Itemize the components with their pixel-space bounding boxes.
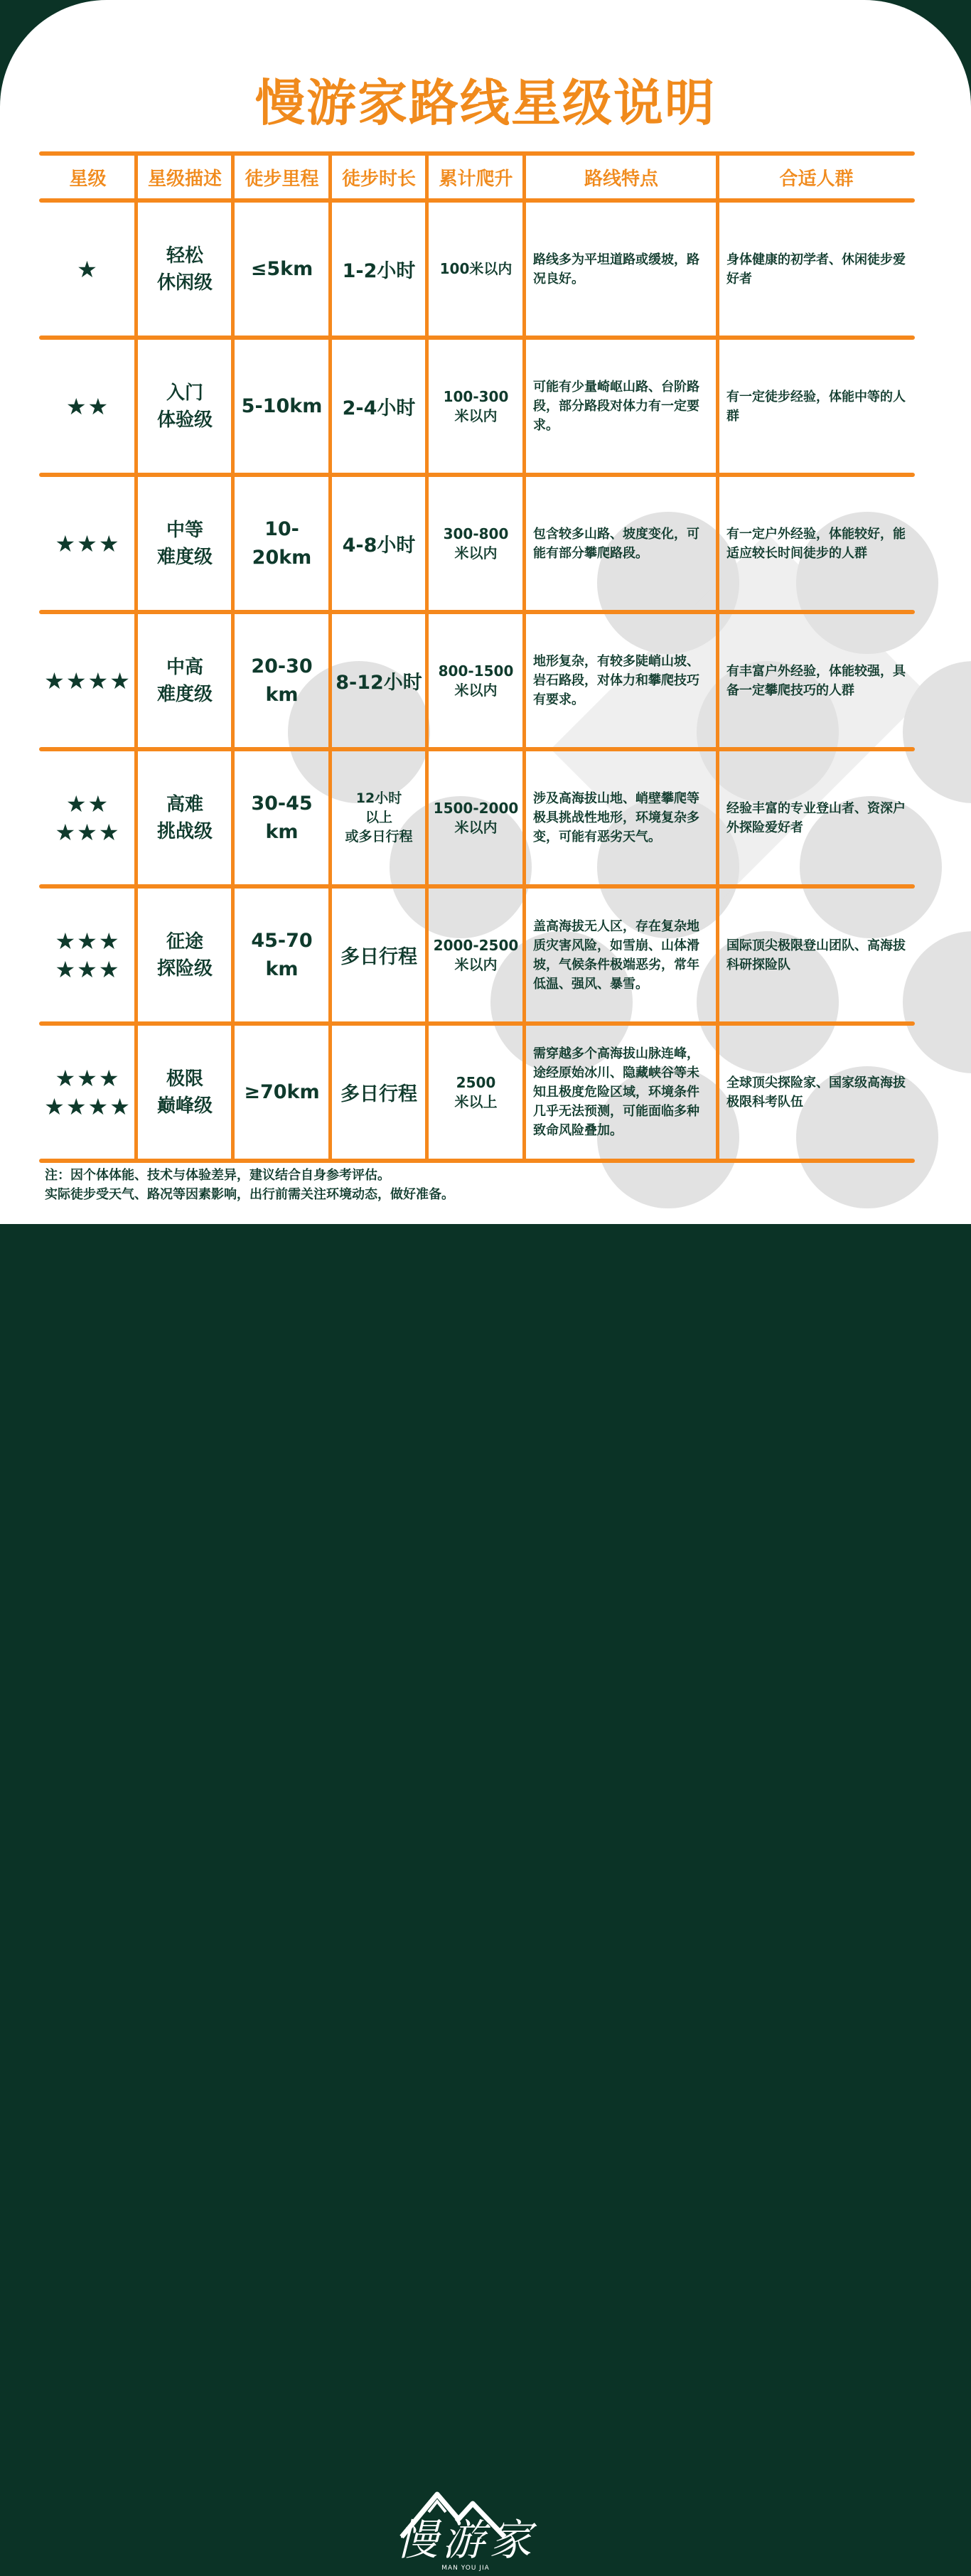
cell-text-duration: 多日行程 <box>340 946 417 968</box>
table-cell-level <box>139 477 230 610</box>
table-cell-audience <box>726 203 906 336</box>
cell-text-distance: 10-20km <box>252 517 312 569</box>
table-header-cell: 路线特点 <box>584 168 658 190</box>
table-cell-climb <box>430 203 522 336</box>
table-cell-climb <box>430 614 522 747</box>
table-column-divider <box>231 151 235 1161</box>
cell-text-climb: 300-800 米以内 <box>443 525 509 562</box>
star-rating-table <box>39 151 915 1161</box>
footnote <box>45 1166 898 1204</box>
cell-text-climb: 2500 米以上 <box>454 1073 498 1110</box>
table-column-divider <box>328 151 332 1161</box>
table-cell-level <box>139 340 230 473</box>
cell-text-level: 极限 巅峰级 <box>156 1068 213 1117</box>
table-cell-distance <box>236 203 328 336</box>
table-cell-level <box>139 751 230 884</box>
cell-text-features: 需穿越多个高海拔山脉连峰，途经原始冰川、隐藏峡谷等未知且极度危险区域，环境条件几乎无法预测，可能面临多种致命风险叠加。 <box>533 1046 699 1138</box>
footer <box>0 1224 971 2572</box>
table-cell-duration <box>333 1026 424 1159</box>
cell-text-duration: 多日行程 <box>340 1083 417 1105</box>
table-cell-distance <box>236 340 328 473</box>
table-cell-level <box>139 1026 230 1159</box>
cell-text-distance: ≥70km <box>244 1080 320 1103</box>
table-cell-duration <box>333 751 424 884</box>
table-header-cell: 合适人群 <box>779 168 854 190</box>
table-cell-climb <box>430 1026 522 1159</box>
cell-text-level: 高难 挑战级 <box>156 793 213 842</box>
table-cell-distance <box>236 751 328 884</box>
cell-text-level: 中等 难度级 <box>156 519 213 568</box>
table-cell-stars <box>42 751 134 884</box>
table-cell-distance <box>236 477 328 610</box>
table-cell-audience <box>726 751 906 884</box>
cell-text-level: 中高 难度级 <box>156 656 213 705</box>
star-icon-group: ★★★★ <box>44 667 132 694</box>
table-cell-distance <box>236 1026 328 1159</box>
cell-text-audience: 有丰富户外经验，体能较强，具备一定攀爬技巧的人群 <box>726 663 906 698</box>
cell-text-climb: 100-300 米以内 <box>443 387 509 424</box>
table-cell-level <box>139 889 230 1021</box>
cell-text-climb: 1500-2000 米以内 <box>433 799 519 836</box>
cell-text-level: 征途 探险级 <box>156 930 213 980</box>
brand-logo <box>359 2469 572 2576</box>
table-cell-audience <box>726 1026 906 1159</box>
cell-text-duration: 8-12小时 <box>336 672 422 694</box>
table-header-cell: 星级描述 <box>147 168 222 190</box>
cell-text-duration: 12小时 以上 或多日行程 <box>345 790 413 844</box>
logo-text: 慢游家 <box>395 2516 536 2565</box>
table-cell-features <box>533 340 709 473</box>
table-cell-distance <box>236 889 328 1021</box>
cell-text-level: 入门 体验级 <box>156 382 213 431</box>
cell-text-features: 路线多为平坦道路或缓坡，路况良好。 <box>533 252 699 286</box>
cell-text-features: 包含较多山路、坡度变化，可能有部分攀爬路段。 <box>533 526 699 561</box>
cell-text-audience: 有一定户外经验，体能较好，能适应较长时间徒步的人群 <box>726 526 906 561</box>
cell-text-audience: 国际顶尖极限登山团队、高海拔科研探险队 <box>726 938 906 972</box>
table-cell-climb <box>430 340 522 473</box>
star-icon-group: ★ <box>77 255 99 283</box>
main-card <box>0 0 971 1224</box>
star-icon-group: ★★★ ★★★★ <box>44 1064 132 1120</box>
cell-text-climb: 2000-2500 米以内 <box>433 936 519 973</box>
table-cell-audience <box>726 477 906 610</box>
table-cell-stars <box>42 614 134 747</box>
cell-text-distance: 30-45 km <box>251 792 313 843</box>
cell-text-features: 地形复杂，有较多陡峭山坡、岩石路段，对体力和攀爬技巧有要求。 <box>533 654 699 707</box>
table-cell-level <box>139 614 230 747</box>
cell-text-features: 盖高海拔无人区，存在复杂地质灾害风险，如雪崩、山体滑坡，气候条件极端恶劣，常年低温、强风、暴雪。 <box>533 918 699 992</box>
cell-text-audience: 全球顶尖探险家、国家级高海拔极限科考队伍 <box>726 1075 906 1110</box>
table-header-cell: 徒步里程 <box>245 168 319 190</box>
star-icon-group: ★★★ <box>55 530 121 557</box>
footnote-line-2: 实际徒步受天气、路况等因素影响，出行前需关注环境动态，做好准备。 <box>45 1187 454 1202</box>
cell-text-distance: ≤5km <box>250 257 313 280</box>
star-icon-group: ★★ <box>65 392 110 420</box>
table-cell-features <box>533 614 709 747</box>
table-cell-audience <box>726 889 906 1021</box>
table-column-divider <box>716 151 719 1161</box>
logo-subtitle: MAN YOU JIA <box>441 2565 490 2572</box>
table-column-divider <box>522 151 526 1161</box>
table-cell-level <box>139 203 230 336</box>
table-cell-duration <box>333 889 424 1021</box>
cell-text-climb: 100米以内 <box>439 260 513 277</box>
table-cell-features <box>533 1026 709 1159</box>
cell-text-climb: 800-1500 米以内 <box>438 662 514 699</box>
cell-text-duration: 2-4小时 <box>342 397 416 419</box>
table-cell-climb <box>430 889 522 1021</box>
footnote-line-1: 注：因个体体能、技术与体验差异，建议结合自身参考评估。 <box>45 1168 390 1183</box>
cell-text-audience: 身体健康的初学者、休闲徒步爱好者 <box>726 252 906 286</box>
table-row-divider <box>39 1159 915 1163</box>
star-icon-group: ★★ ★★★ <box>55 790 121 846</box>
table-cell-climb <box>430 477 522 610</box>
table-cell-audience <box>726 614 906 747</box>
table-cell-features <box>533 477 709 610</box>
table-cell-duration <box>333 614 424 747</box>
cell-text-level: 轻松 休闲级 <box>156 245 213 294</box>
table-cell-duration <box>333 477 424 610</box>
table-cell-stars <box>42 1026 134 1159</box>
cell-text-distance: 5-10km <box>241 395 323 417</box>
table-cell-audience <box>726 340 906 473</box>
cell-text-features: 可能有少量崎岖山路、台阶路段，部分路段对体力有一定要求。 <box>533 380 699 433</box>
table-cell-features <box>533 751 709 884</box>
table-header-cell: 累计爬升 <box>439 168 513 190</box>
table-cell-distance <box>236 614 328 747</box>
table-cell-stars <box>42 477 134 610</box>
cell-text-duration: 1-2小时 <box>342 260 416 282</box>
table-header-cell: 星级 <box>69 168 107 190</box>
cell-text-audience: 有一定徒步经验，体能中等的人群 <box>726 389 906 424</box>
table-column-divider <box>134 151 138 1161</box>
cell-text-duration: 4-8小时 <box>342 535 416 557</box>
table-cell-stars <box>42 889 134 1021</box>
table-column-divider <box>425 151 429 1161</box>
table-cell-duration <box>333 203 424 336</box>
table-cell-features <box>533 889 709 1021</box>
table-cell-stars <box>42 203 134 336</box>
cell-text-distance: 20-30 km <box>251 655 313 706</box>
table-cell-duration <box>333 340 424 473</box>
page-title: 慢游家路线星级说明 <box>255 74 716 132</box>
table-cell-stars <box>42 340 134 473</box>
table-cell-features <box>533 203 709 336</box>
cell-text-features: 涉及高海拔山地、峭壁攀爬等极具挑战性地形，环境复杂多变，可能有恶劣天气。 <box>533 791 699 844</box>
star-icon-group: ★★★ ★★★ <box>55 927 121 983</box>
table-header-cell: 徒步时长 <box>341 168 416 190</box>
table-cell-climb <box>430 751 522 884</box>
cell-text-audience: 经验丰富的专业登山者、资深户外探险爱好者 <box>726 800 906 835</box>
cell-text-distance: 45-70 km <box>251 929 313 980</box>
